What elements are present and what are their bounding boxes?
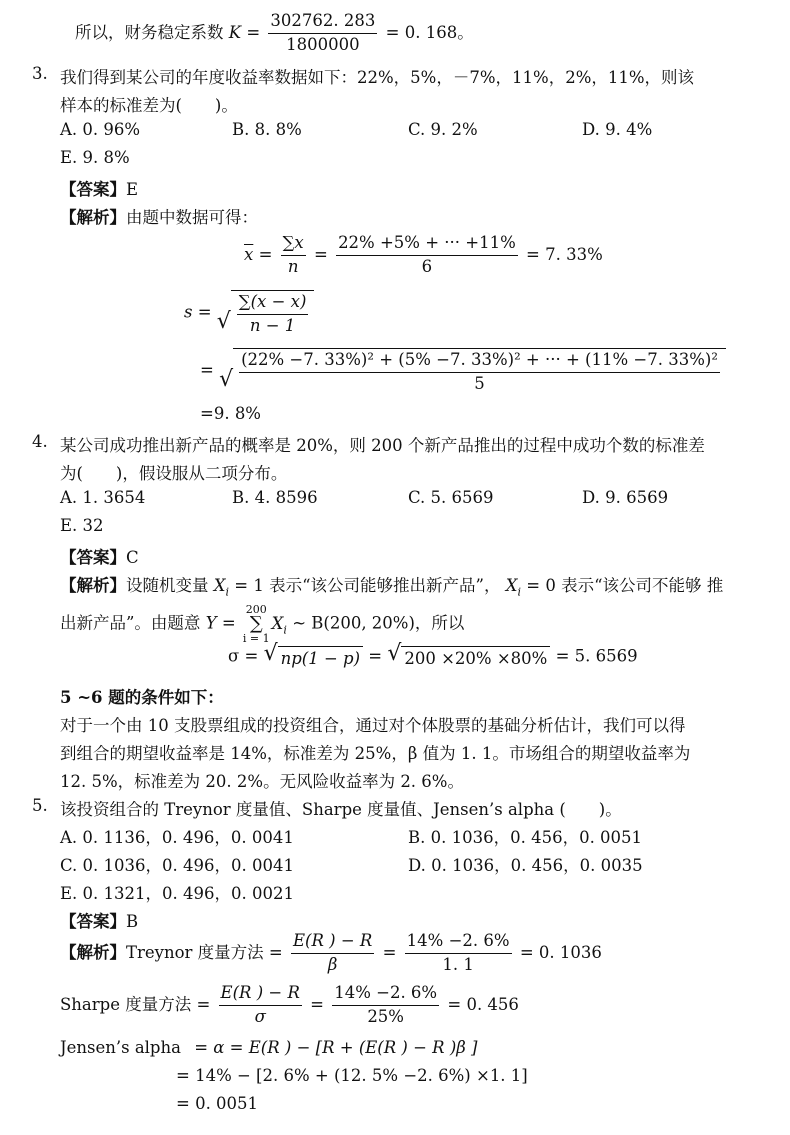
q3-sd-result: =9. 8%	[200, 404, 261, 423]
answer-label: 【答案】	[60, 548, 126, 567]
q4-answer	[60, 544, 139, 568]
treynor-result: = 0. 1036	[519, 942, 602, 962]
sd-values-radical: √ $\frac{\text{(22\% −7. 33\%)² + (5\% −7. 33\%)² + ··· + (11\% −7. 33\%)²}}{5}$	[219, 348, 726, 394]
s-symbol: s	[184, 302, 193, 322]
mean-values-denominator: 6	[421, 256, 433, 276]
sd-values-numerator: (22% −7. 33%)² + (5% −7. 33%)² + ··· + (11% −7. 33%)²	[239, 351, 720, 373]
q5-jensen-result: = 0. 0051	[176, 1094, 259, 1113]
mean-fraction-values	[336, 234, 518, 277]
sharpe-result: = 0. 456	[447, 994, 519, 1014]
sharpe-denominator: σ	[254, 1006, 266, 1026]
q4-stem-line2: 为( )，假设服从二项分布。	[60, 464, 288, 483]
sd-denominator: n − 1	[249, 315, 296, 335]
q4-option-d: D. 9. 6569	[582, 488, 669, 507]
q5-option-a: A. 0. 1136，0. 496，0. 0041	[60, 828, 294, 847]
q4-analysis-line1: 【解析】设随机变量 $X_i = 1$ 表示“该公司能够推出新产品”， $X_i = 0$ 表示“该公司不能够 推	[60, 576, 724, 599]
q3-stem-line2: 样本的标准差为( )。	[60, 96, 238, 115]
summation-symbol: 200 ∑ i = 1	[242, 603, 270, 645]
answer-label: 【答案】	[60, 180, 126, 199]
sigma-lhs: σ =	[228, 646, 264, 666]
sum-lower: i = 1	[242, 632, 270, 645]
q5-option-b: B. 0. 1036，0. 456，0. 0051	[408, 828, 643, 847]
q4-analysis-line2: 出新产品”。由题意 Y = 200 ∑ i = 1 $X_i$ ~ B(200, 20%)，所以	[60, 603, 465, 645]
q3-option-a: A. 0. 96%	[60, 120, 141, 139]
stability-coefficient-line	[75, 12, 474, 55]
q5-answer	[60, 908, 138, 932]
conditions-heading: 5 ~6 题的条件如下：	[60, 688, 224, 707]
q5-jensen-line1	[60, 1038, 478, 1057]
conditions-text-3: 12. 5%，标准差为 20. 2%。无风险收益率为 2. 6%。	[60, 772, 464, 791]
treynor-fraction	[291, 932, 374, 975]
q3-option-d: D. 9. 4%	[582, 120, 653, 139]
conditions-text-1: 对于一个由 10 支股票组成的投资组合，通过对个体股票的基础分析估计，我们可以得	[60, 716, 686, 735]
sd-fraction	[237, 293, 309, 336]
mean-fraction	[281, 234, 306, 277]
sigma-radical-1: √ np(1 − p)	[264, 646, 363, 668]
q3-analysis	[60, 204, 258, 228]
q3-option-e: E. 9. 8%	[60, 148, 130, 167]
fraction-numerator: 302762. 283	[268, 12, 377, 34]
q5-option-e: E. 0. 1321，0. 496，0. 0021	[60, 884, 294, 903]
q3-stem-line1: 我们得到某公司的年度收益率数据如下：22%，5%，－7%，11%，2%，11%，则该	[60, 68, 695, 87]
sigma-equals: =	[368, 646, 388, 666]
equals-sign: =	[246, 22, 261, 42]
x-bar: $\overline{x}$	[244, 244, 254, 264]
sd-values-fraction	[239, 351, 720, 394]
q4-sigma-formula	[228, 641, 638, 668]
sharpe-fraction	[219, 984, 302, 1027]
mean-numerator: ∑x	[281, 234, 306, 256]
q5-number: 5.	[32, 796, 48, 815]
analysis-text-2b: ~ B(200, 20%)，所以	[292, 613, 465, 633]
treynor-values-numerator: 14% −2. 6%	[405, 932, 512, 954]
k-symbol: K	[228, 22, 242, 42]
sd-radical: √ $\frac{\sum(x - x)}{n - 1}$	[217, 290, 315, 336]
sigma-radicand-1: np(1 − p)	[278, 646, 363, 668]
mean-result: = 7. 33%	[526, 244, 603, 264]
mean-values-numerator: 22% +5% + ··· +11%	[336, 234, 518, 256]
q3-answer	[60, 176, 138, 200]
sharpe-label: Sharpe 度量方法 =	[60, 994, 211, 1014]
q5-jensen-line2: = 14% − [2. 6% + (12. 5% −2. 6%) ×1. 1]	[176, 1066, 528, 1085]
q4-option-b: B. 4. 8596	[232, 488, 318, 507]
q5-sharpe-formula: Sharpe 度量方法 = $\frac{E(R ) - R}{\sigma}$ = $\frac{14\% -2. 6\%}{25\%}$ = 0. 456	[60, 983, 519, 1026]
q4-option-c: C. 5. 6569	[408, 488, 494, 507]
q5-treynor-formula: 【解析】Treynor 度量方法 = $\frac{E(R ) - R}{\beta}$ = $\frac{14\% -2. 6\%}{1. 1}$ = 0. 1036	[60, 931, 602, 974]
analysis-text-1b: = 1 表示“该公司能够推出新产品”，	[234, 576, 501, 595]
q3-option-c: C. 9. 2%	[408, 120, 478, 139]
sigma-radical-2: √ 200 ×20% ×80%	[387, 646, 550, 668]
sum-upper: 200	[245, 603, 267, 616]
treynor-values-denominator: 1. 1	[442, 954, 474, 974]
sd-values-denominator: 5	[474, 373, 485, 393]
treynor-label: Treynor 度量方法 =	[126, 942, 283, 962]
q3-mean-formula: $\overline{x}$ = $\frac{\sum x}{n}$ = $\frac{22\% +5\% + \cdot\cdot\cdot +11\%}{6}$ = 7. 33%	[244, 233, 603, 276]
sd-numerator: ∑(x − x)	[237, 293, 309, 315]
q5-stem: 该投资组合的 Treynor 度量值、Sharpe 度量值、Jensen’s alpha ( )。	[60, 800, 622, 819]
sharpe-numerator: E(R ) − R	[219, 984, 302, 1006]
analysis-text-1c: = 0 表示“该公司不能够 推	[526, 576, 724, 595]
fraction-denominator: 1800000	[286, 34, 360, 54]
sharpe-values-denominator: 25%	[367, 1006, 404, 1026]
q4-stem-line1: 某公司成功推出新产品的概率是 20%，则 200 个新产品推出的过程中成功个数的标准差	[60, 436, 705, 455]
mean-denominator: n	[287, 256, 299, 276]
treynor-numerator: E(R ) − R	[291, 932, 374, 954]
treynor-values-fraction	[405, 932, 512, 975]
analysis-label: 【解析】	[60, 576, 126, 595]
q5-option-c: C. 0. 1036，0. 496，0. 0041	[60, 856, 294, 875]
stability-result: = 0. 168。	[385, 22, 474, 42]
answer-value: C	[126, 548, 139, 567]
q3-number: 3.	[32, 64, 48, 83]
treynor-denominator: β	[327, 954, 338, 974]
q3-sd-formula: s = √ $\frac{\sum(x - x)}{n - 1}$	[184, 290, 314, 336]
sharpe-values-numerator: 14% −2. 6%	[332, 984, 439, 1006]
jensen-label: Jensen’s alpha	[60, 1038, 181, 1057]
q4-option-e: E. 32	[60, 516, 104, 535]
analysis-label: 【解析】	[60, 208, 126, 227]
q3-option-b: B. 8. 8%	[232, 120, 302, 139]
stability-fraction	[268, 12, 377, 55]
analysis-text: 由题中数据可得：	[126, 208, 258, 227]
answer-label: 【答案】	[60, 912, 126, 931]
analysis-label: 【解析】	[60, 942, 126, 962]
answer-value: B	[126, 912, 139, 931]
jensen-formula: = α = E(R ) − [R + (E(R ) − R )β ]	[194, 1038, 478, 1057]
sigma-result: = 5. 6569	[555, 646, 638, 666]
q4-number: 4.	[32, 432, 48, 451]
sigma-radicand-2: 200 ×20% ×80%	[401, 646, 550, 668]
answer-value: E	[126, 180, 139, 199]
q5-option-d: D. 0. 1036，0. 456，0. 0035	[408, 856, 643, 875]
analysis-text-2a: 出新产品”。由题意	[60, 613, 201, 633]
sharpe-values-fraction	[332, 984, 439, 1027]
conditions-text-2: 到组合的期望收益率是 14%，标准差为 25%，β 值为 1. 1。市场组合的期望收益率为	[60, 744, 691, 763]
analysis-text-1a: 设随机变量	[126, 576, 209, 595]
q4-option-a: A. 1. 3654	[60, 488, 146, 507]
stability-prefix: 所以，财务稳定系数	[75, 22, 224, 42]
q3-sd-values: = √ $\frac{\text{(22\% −7. 33\%)² + (5\% −7. 33\%)² + ··· + (11\% −7. 33\%)²}}{5}$	[200, 348, 726, 394]
